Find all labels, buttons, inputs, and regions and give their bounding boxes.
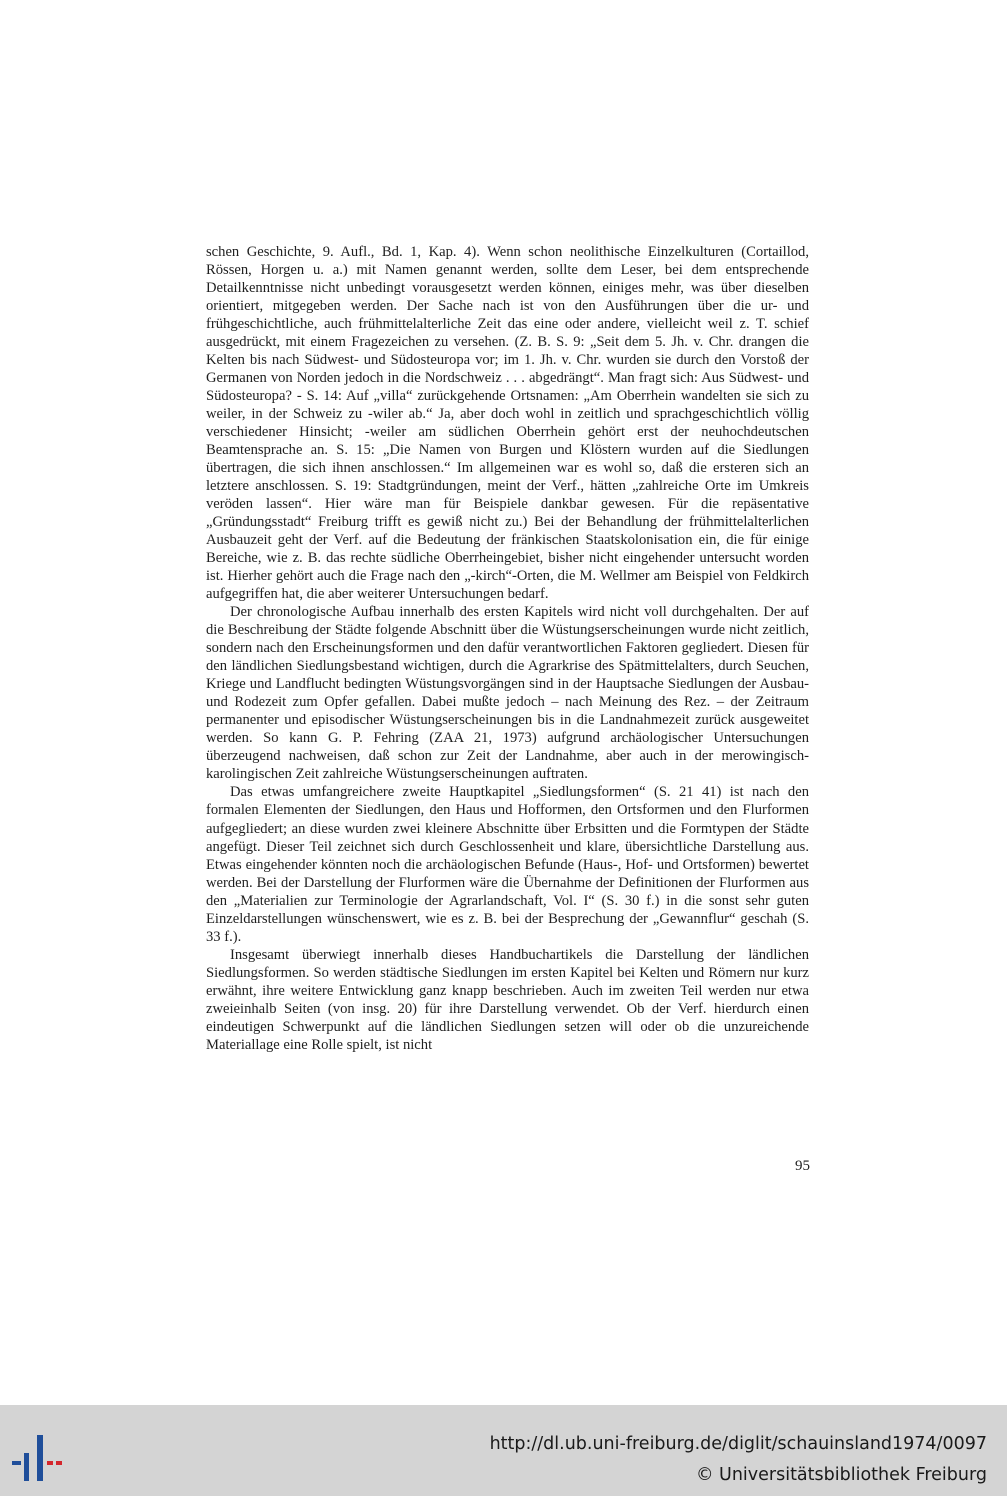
paragraph-1: schen Geschichte, 9. Aufl., Bd. 1, Kap. 4). Wenn schon neolithische Einzelkulturen (Cortaillod, Rössen, Horgen u. a.) mit Namen genannt werden, sollte dem Leser, bei dem entsprechende Detailkenntnisse nicht unbedingt vorausgesetzt werden können, einiges mehr, was über dieselben orientiert, mitgegeben werden. Der Sache nach ist von den Ausführungen über die ur- und frühgeschichtliche, auch frühmittelalterliche Zeit das eine oder andere, vielleicht weil z. T. schief ausgedrückt, mit einem Fragezeichen zu versehen. (Z. B. S. 9: „Seit dem 5. Jh. v. Chr. drangen die Kelten bis nach Südwest- und Südosteuropa vor; im 1. Jh. v. Chr. wurden sie durch den Vorstoß der Germanen von Norden jedoch in die Nordschweiz . . . abgedrängt“. Man fragt sich: Aus Südwest- und Südosteuropa? - S. 14: Auf „villa“ zurückgehende Ortsnamen: „Am Oberrhein wandelten sie sich zu weiler, in der Schweiz zu -wiler ab.“ Ja, aber doch wohl in zeitlich und sprachgeschichtlich völlig verschiedener Hinsicht; -weiler am südlichen Oberrhein gehört erst der neuhochdeutschen Beamtensprache an. S. 15: „Die Namen von Burgen und Klöstern wurden auf die Siedlungen übertragen, die sich ihnen anschlossen.“ Im allgemeinen war es wohl so, daß die ersteren sich an letztere anschlossen. S. 19: Stadtgründungen, meint der Verf., hätten „zahlreiche Orte im Umkreis veröden lassen“. Hier wäre man für Beispiele dankbar gewesen. Für die repäsentative „Gründungsstadt“ Freiburg trifft es gewiß nicht zu.) Bei der Behandlung der frühmittelalterlichen Ausbauzeit geht der Verf. auf die Bedeutung der fränkischen Staatskolonisation ein, die für einige Bereiche, wie z. B. das rechte südliche Oberrheingebiet, bisher nicht eingehender untersucht worden ist. Hierher gehört auch die Frage nach den „-kirch“-Orten, die M. Wellmer am Beispiel von Feldkirch aufgegriffen hat, die aber weiterer Untersuchungen bedarf. (206, 244, 809, 603)
page-number: 95 (795, 1158, 810, 1174)
footer-copyright: © Universitätsbibliothek Freiburg (695, 1465, 987, 1485)
paragraph-3: Das etwas umfangreichere zweite Hauptkapitel „Siedlungsformen“ (S. 21 41) ist nach den formalen Elementen der Siedlungen, den Haus und Hofformen, den Ortsformen und den Flurformen aufgegliedert; an diese wurden zwei kleinere Abschnitte über Erbsitten und die Formtypen der Städte angefügt. Dieser Teil zeichnet sich durch Geschlossenheit und klare, übersichtliche Darstellung aus. Etwas eingehender könnten noch die archäologischen Befunde (Haus-, Hof- und Ortsformen) bewertet werden. Bei der Darstellung der Flurformen wäre die Übernahme der Definitionen der Flurformen aus den „Materialien zur Terminologie der Agrarlandschaft, Vol. I“ (S. 30 f.) in die sonst sehr guten Einzeldarstellungen wünschenswert, wie es z. B. bei der Besprechung der „Gewannflur“ geschah (S. 33 f.). (206, 784, 809, 945)
ub-freiburg-logo-icon (12, 1433, 64, 1483)
footer-bar (0, 1405, 1007, 1496)
footer-url-link[interactable]: http://dl.ub.uni-freiburg.de/diglit/schauinsland1974/0097 (489, 1434, 987, 1454)
body-text (206, 243, 809, 1054)
paragraph-2: Der chronologische Aufbau innerhalb des ersten Kapitels wird nicht voll durchgehalten. Der auf die Beschreibung der Städte folgende Abschnitt über die Wüstungserscheinungen wurde nicht zeitlich, sondern nach den Erscheinungsformen und den dafür verantwortlichen Faktoren gegliedert. Diesen für den ländlichen Siedlungsbestand wichtigen, durch die Agrarkrise des Spätmittelalters, durch Seuchen, Kriege und Landflucht bedingten Wüstungsvorgängen sind in der Hauptsache Siedlungen der Ausbau- und Rodezeit zum Opfer gefallen. Dabei mußte jedoch – nach Meinung des Rez. – der Zeitraum permanenter und episodischer Wüstungserscheinungen bis in die Landnahmezeit zurück ausgeweitet werden. So kann G. P. Fehring (ZAA 21, 1973) aufgrund archäologischer Untersuchungen überzeugend nachweisen, daß schon zur Zeit der Landnahme, aber auch in der merowingisch-karolingischen Zeit zahlreiche Wüstungserscheinungen auftraten. (206, 604, 809, 783)
paragraph-4: Insgesamt überwiegt innerhalb dieses Handbuchartikels die Darstellung der ländlichen Siedlungsformen. So werden städtische Siedlungen im ersten Kapitel bei Kelten und Römern nur kurz erwähnt, ihre weitere Entwicklung ganz knapp beschrieben. Auch im zweiten Teil werden nur etwa zweieinhalb Seiten (von insg. 20) für ihre Darstellung verwendet. Ob der Verf. hierdurch einen eindeutigen Schwerpunkt auf die ländlichen Siedlungen setzen will oder ob die unzureichende Materiallage eine Rolle spielt, ist nicht (206, 946, 809, 1053)
